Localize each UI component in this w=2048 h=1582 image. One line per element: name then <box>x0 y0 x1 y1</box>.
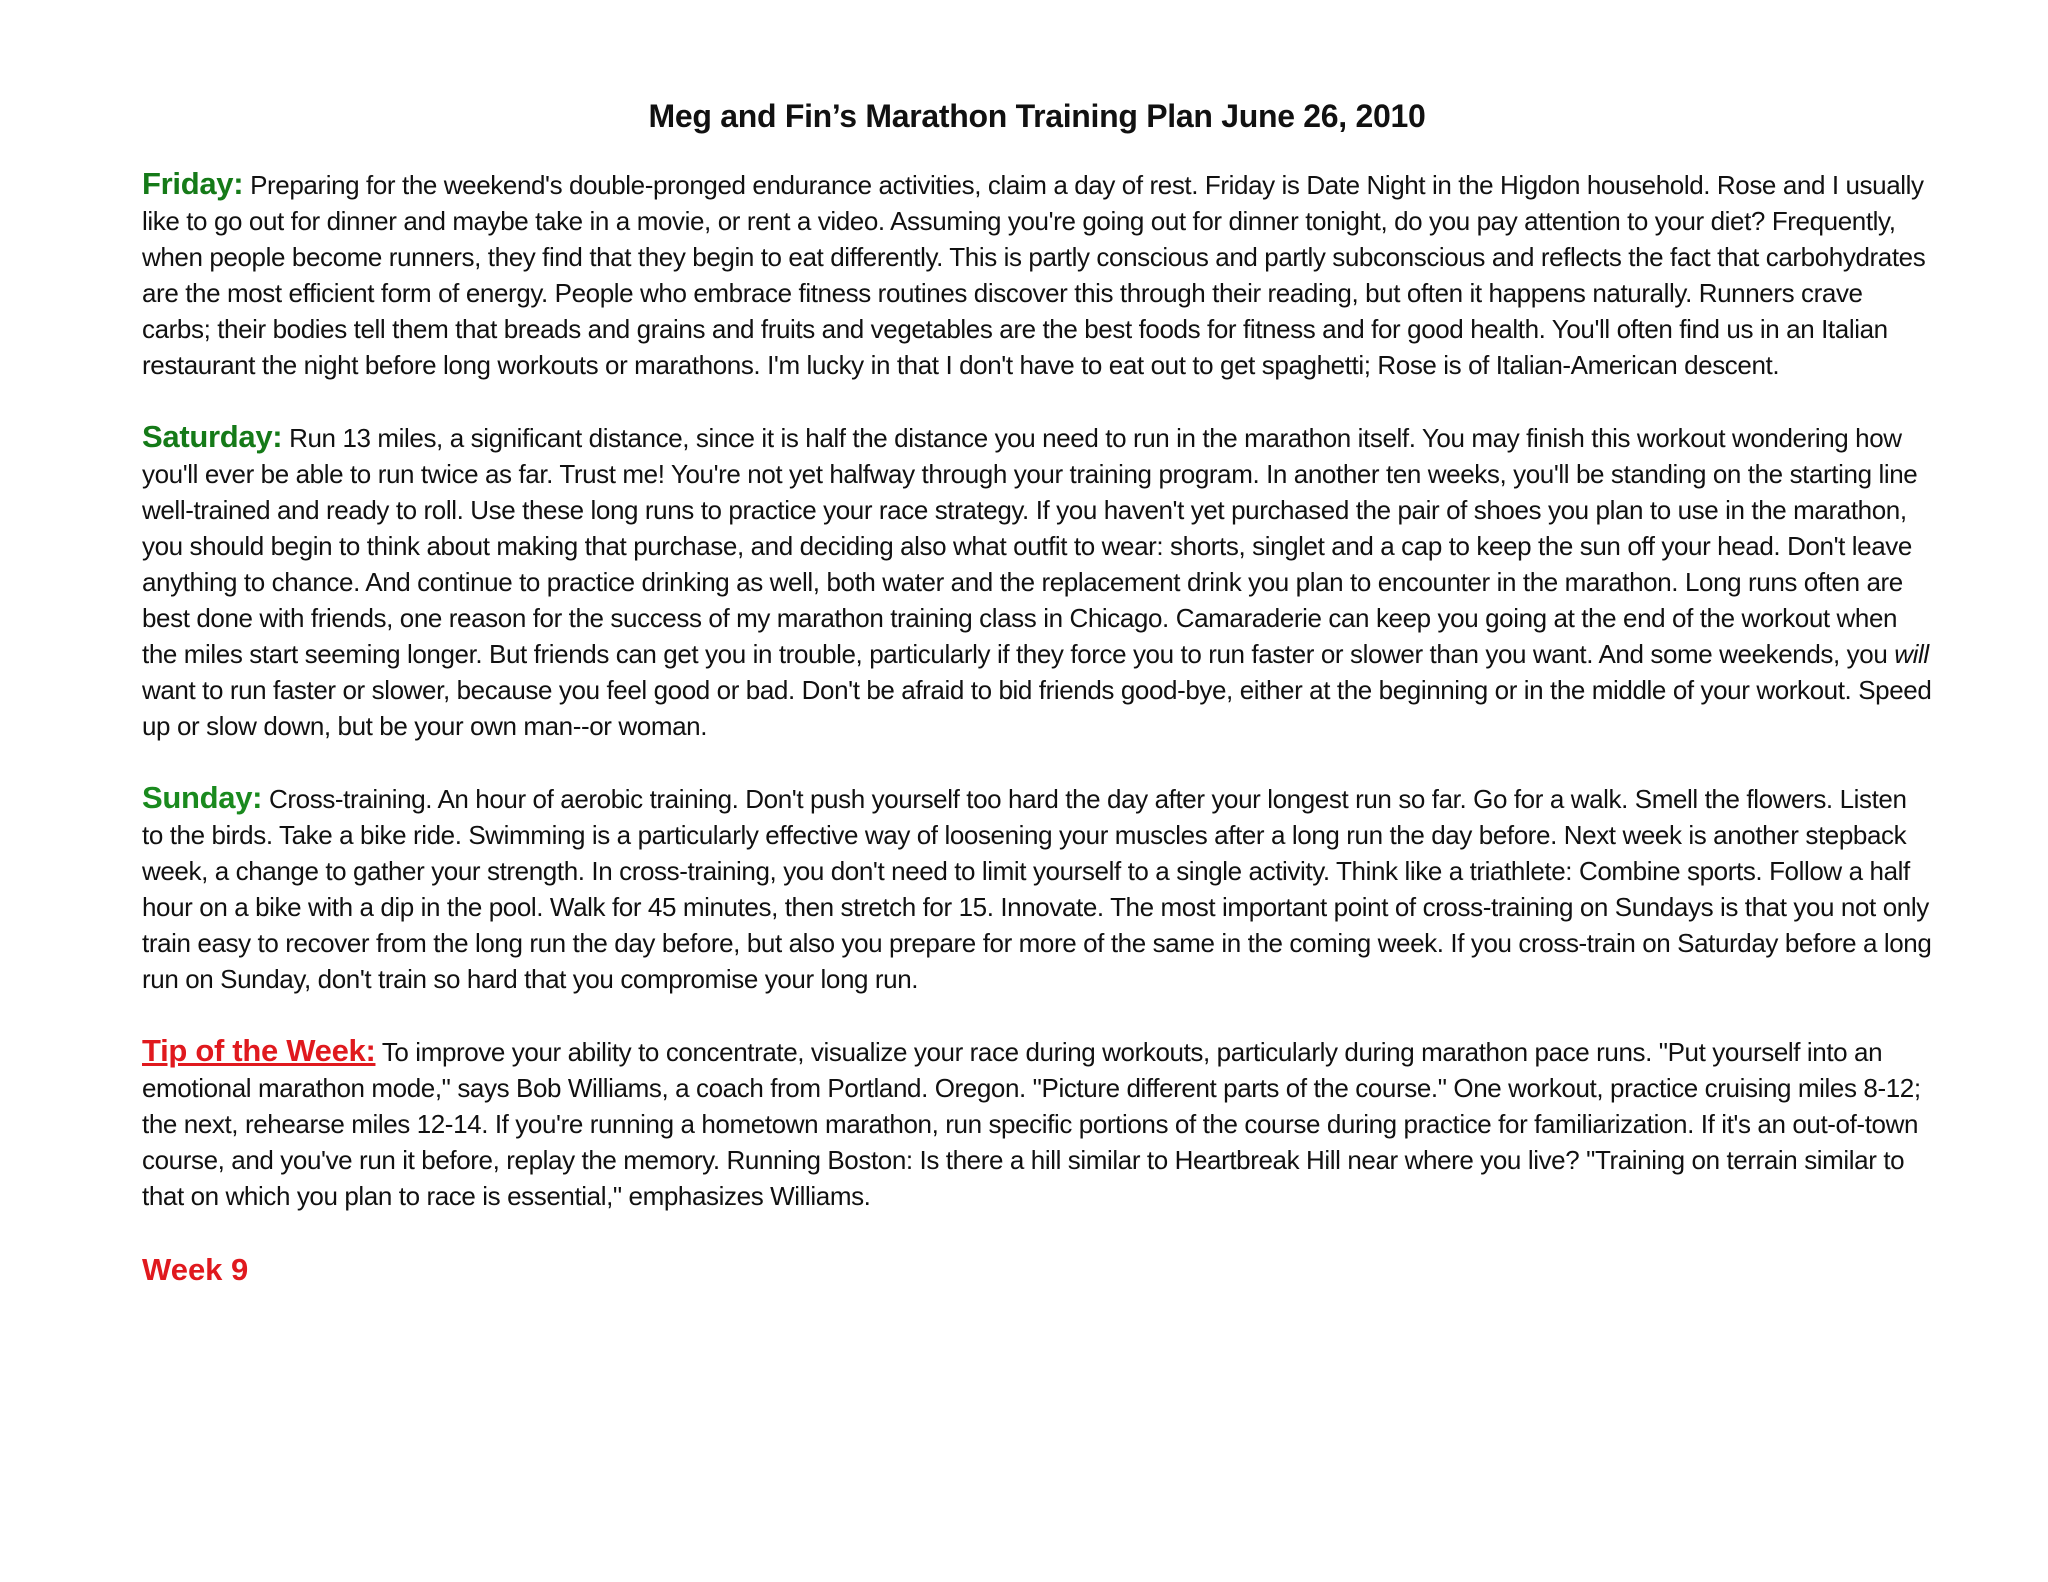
friday-text: Preparing for the weekend's double-pronged endurance activities, claim a day of rest. Friday is Date Night in the Higdon household. Rose and I usually like to go out for dinner and maybe take in a movie, or rent a video. Assuming you're going out for dinner tonight, do you pay attention to your diet? Frequently, when people become runners, they find that they begin to eat differently. This is partly conscious and partly subconscious and reflects the fact that carbohydrates are the most efficient form of energy. People who embrace fitness routines discover this through their reading, but often it happens naturally. Runners crave carbs; their bodies tell them that breads and grains and fruits and vegetables are the best foods for fitness and for good health. You'll often find us in an Italian restaurant the night before long workouts or marathons. I'm lucky in that I don't have to eat out to get spaghetti; Rose is of Italian-American descent. <box>142 170 1926 380</box>
saturday-text: Run 13 miles, a significant distance, since it is half the distance you need to run in the marathon itself. You may finish this workout wondering how you'll ever be able to run twice as far. Trust me! You're not yet halfway through your training program. In another ten weeks, you'll be standing on the starting line well-trained and ready to roll. Use these long runs to practice your race strategy. If you haven't yet purchased the pair of shoes you plan to use in the marathon, you should begin to think about making that purchase, and deciding also what outfit to wear: shorts, singlet and a cap to keep the sun off your head. Don't leave anything to chance. And continue to practice drinking as well, both water and the replacement drink you plan to encounter in the marathon. Long runs often are best done with friends, one reason for the success of my marathon training class in Chicago. Camaraderie can keep you going at the end of the workout when the miles start seeming longer. But friends can get you in trouble, particularly if they force you to run faster or slower than you want. And some weekends, you <box>142 423 1918 669</box>
tip-text: To improve your ability to concentrate, visualize your race during workouts, particularly during marathon pace runs. "Put yourself into an emotional marathon mode," says Bob Williams, a coach from Portland. Oregon. "Picture different parts of the course." One workout, practice cruising miles 8-12; the next, rehearse miles 12-14. If you're running a hometown marathon, run specific portions of the course during practice for familiarization. If it's an out-of-town course, and you've run it before, replay the memory. Running Boston: Is there a hill similar to Heartbreak Hill near where you live? "Training on terrain similar to that on which you plan to race is essential," emphasizes Williams. <box>142 1037 1921 1211</box>
saturday-section <box>142 419 1932 744</box>
friday-section <box>142 166 1932 383</box>
saturday-label: Saturday: <box>142 419 283 454</box>
document-page <box>142 96 1932 1290</box>
sunday-section <box>142 780 1932 997</box>
friday-label: Friday: <box>142 166 244 201</box>
saturday-text-continued: want to run faster or slower, because you feel good or bad. Don't be afraid to bid friends good-bye, either at the beginning or in the middle of your workout. Speed up or slow down, but be your own man--or woman. <box>142 675 1932 741</box>
tip-section <box>142 1033 1932 1214</box>
document-title: Meg and Fin’s Marathon Training Plan June 26, 2010 <box>648 98 1426 134</box>
week-heading: Week 9 <box>142 1252 249 1287</box>
saturday-emphasis: will <box>1894 639 1929 669</box>
tip-label: Tip of the Week: <box>142 1033 376 1068</box>
sunday-label: Sunday: <box>142 780 263 815</box>
sunday-text: Cross-training. An hour of aerobic training. Don't push yourself too hard the day after your longest run so far. Go for a walk. Smell the flowers. Listen to the birds. Take a bike ride. Swimming is a particularly effective way of loosening your muscles after a long run the day before. Next week is another stepback week, a change to gather your strength. In cross-training, you don't need to limit yourself to a single activity. Think like a triathlete: Combine sports. Follow a half hour on a bike with a dip in the pool. Walk for 45 minutes, then stretch for 15. Innovate. The most important point of cross-training on Sundays is that you not only train easy to recover from the long run the day before, but also you prepare for more of the same in the coming week. If you cross-train on Saturday before a long run on Sunday, don't train so hard that you compromise your long run. <box>142 784 1932 994</box>
